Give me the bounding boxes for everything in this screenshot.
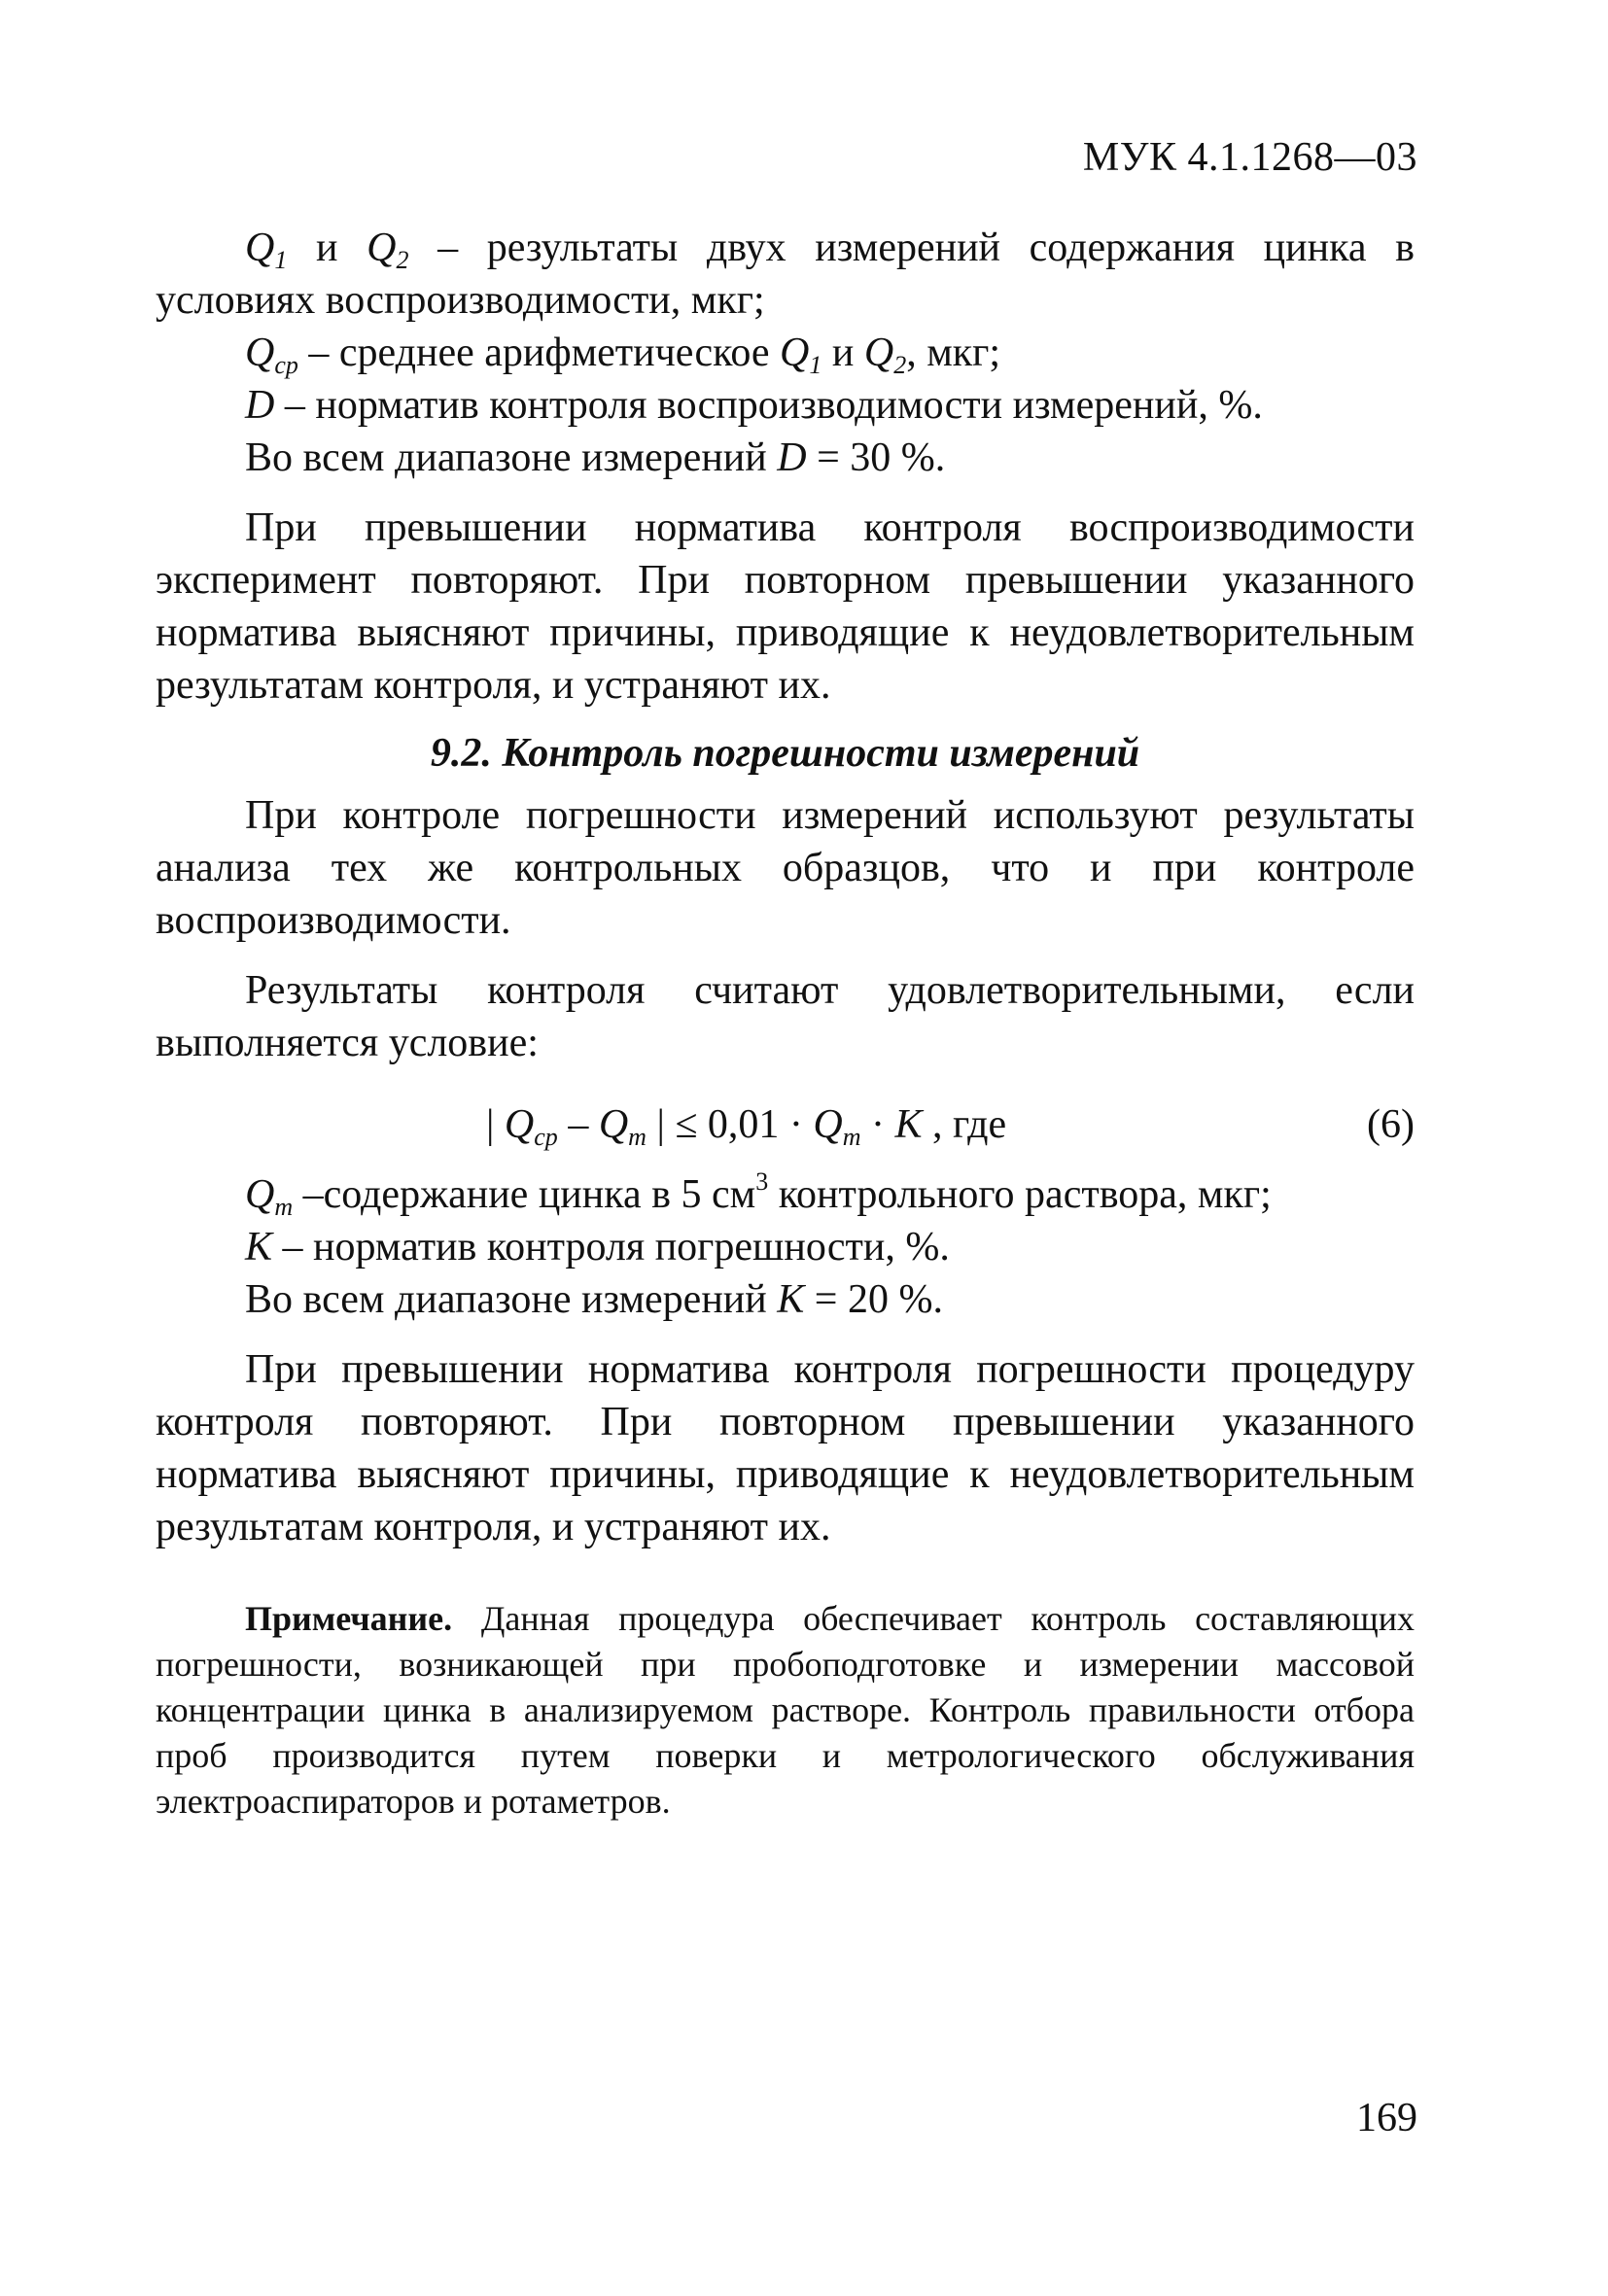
var-k: K [894, 1102, 923, 1147]
formula-expression [486, 1098, 1006, 1151]
var-q: Q [245, 226, 275, 270]
document-code: МУК 4.1.1268—03 [1082, 135, 1417, 180]
var-q: Q [245, 330, 275, 375]
multiply-dot: · [860, 1102, 895, 1147]
formula-6 [156, 1083, 1415, 1161]
range-d [156, 432, 1415, 484]
subscript: 1 [274, 246, 288, 274]
relation: | ≤ 0,01 · [646, 1102, 814, 1147]
subscript: m [842, 1123, 861, 1151]
var-k: K [777, 1277, 805, 1322]
subscript: ср [274, 351, 298, 379]
section-heading: 9.2. Контроль погрешности измерений [430, 731, 1140, 776]
paragraph-reproducibility: При превышении норматива контроля воспроизводимости эксперимент повторяют. При повторном превышении указанного норматива выясняют причины, приводящие к неудовлетворительным результатам контроля, и устраняют их. [156, 505, 1415, 708]
var-k: K [245, 1225, 273, 1270]
note-label: Примечание. [245, 1599, 453, 1638]
range-tail: = 30 %. [806, 435, 946, 480]
conjunction: и [821, 330, 864, 375]
conjunction: и [287, 226, 367, 270]
var-q: Q [598, 1102, 629, 1147]
subscript: m [274, 1193, 294, 1221]
definition-qm [156, 1168, 1415, 1221]
definition-k [156, 1221, 1415, 1273]
note-text: Данная процедура обеспечивает контроль составляющих погрешности, возникающей при пробоподготовке и измерении массовой концентрации цинка в анализируемом растворе. Контроль правильности отбора проб производится путем поверки и метрологического обслуживания электроаспираторов и ротаметров. [156, 1599, 1415, 1821]
definition-text: –содержание цинка в 5 см [293, 1172, 756, 1217]
definition-text: – среднее арифметическое [297, 330, 781, 375]
formula-bar: | [486, 1102, 505, 1147]
page-number: 169 [1356, 2096, 1417, 2140]
var-d: D [777, 435, 807, 480]
note [156, 1596, 1415, 1825]
var-d: D [245, 383, 275, 428]
definition-tail: контрольного раствора, мкг; [768, 1172, 1272, 1217]
var-q: Q [813, 1102, 843, 1147]
subscript: 1 [809, 351, 822, 379]
range-k [156, 1273, 1415, 1326]
paragraph-condition: Результаты контроля считают удовлетворительными, если выполняется условие: [156, 968, 1415, 1065]
formula-where: , где [922, 1102, 1007, 1147]
paragraph-error-control: При контроле погрешности измерений используют результаты анализа тех же контрольных образцов, что и при контроле воспроизводимости. [156, 793, 1415, 943]
definition-text: – результаты двух измерений содержания цинка в условиях воспроизводимости, мкг; [156, 226, 1415, 323]
range-text: Во всем диапазоне измерений [245, 1277, 778, 1322]
definition-tail: , мкг; [906, 330, 1001, 375]
paragraph-error-exceed: При превышении норматива контроля погрешности процедуру контроля повторяют. При повторном превышении указанного норматива выясняют причины, приводящие к неудовлетворительным результатам контроля, и устраняют их. [156, 1347, 1415, 1549]
range-text: Во всем диапазоне измерений [245, 435, 778, 480]
var-q: Q [245, 1172, 275, 1217]
var-q: Q [367, 226, 397, 270]
definition-qcp [156, 327, 1415, 379]
definition-text: – норматив контроля воспроизводимости измерений, %. [274, 383, 1263, 428]
definition-d [156, 379, 1415, 432]
range-tail: = 20 %. [804, 1277, 943, 1322]
definition-text: – норматив контроля погрешности, %. [272, 1225, 950, 1270]
minus-sign: – [557, 1102, 599, 1147]
superscript: 3 [755, 1167, 769, 1196]
subscript: m [628, 1123, 647, 1151]
subscript: ср [534, 1123, 558, 1151]
subscript: 2 [396, 246, 409, 274]
var-q: Q [504, 1102, 535, 1147]
var-q: Q [863, 330, 894, 375]
subscript: 2 [893, 351, 907, 379]
formula-number: (6) [1367, 1102, 1415, 1147]
document-body [156, 222, 1415, 1825]
var-q: Q [780, 330, 810, 375]
definition-q1-q2 [156, 222, 1415, 327]
